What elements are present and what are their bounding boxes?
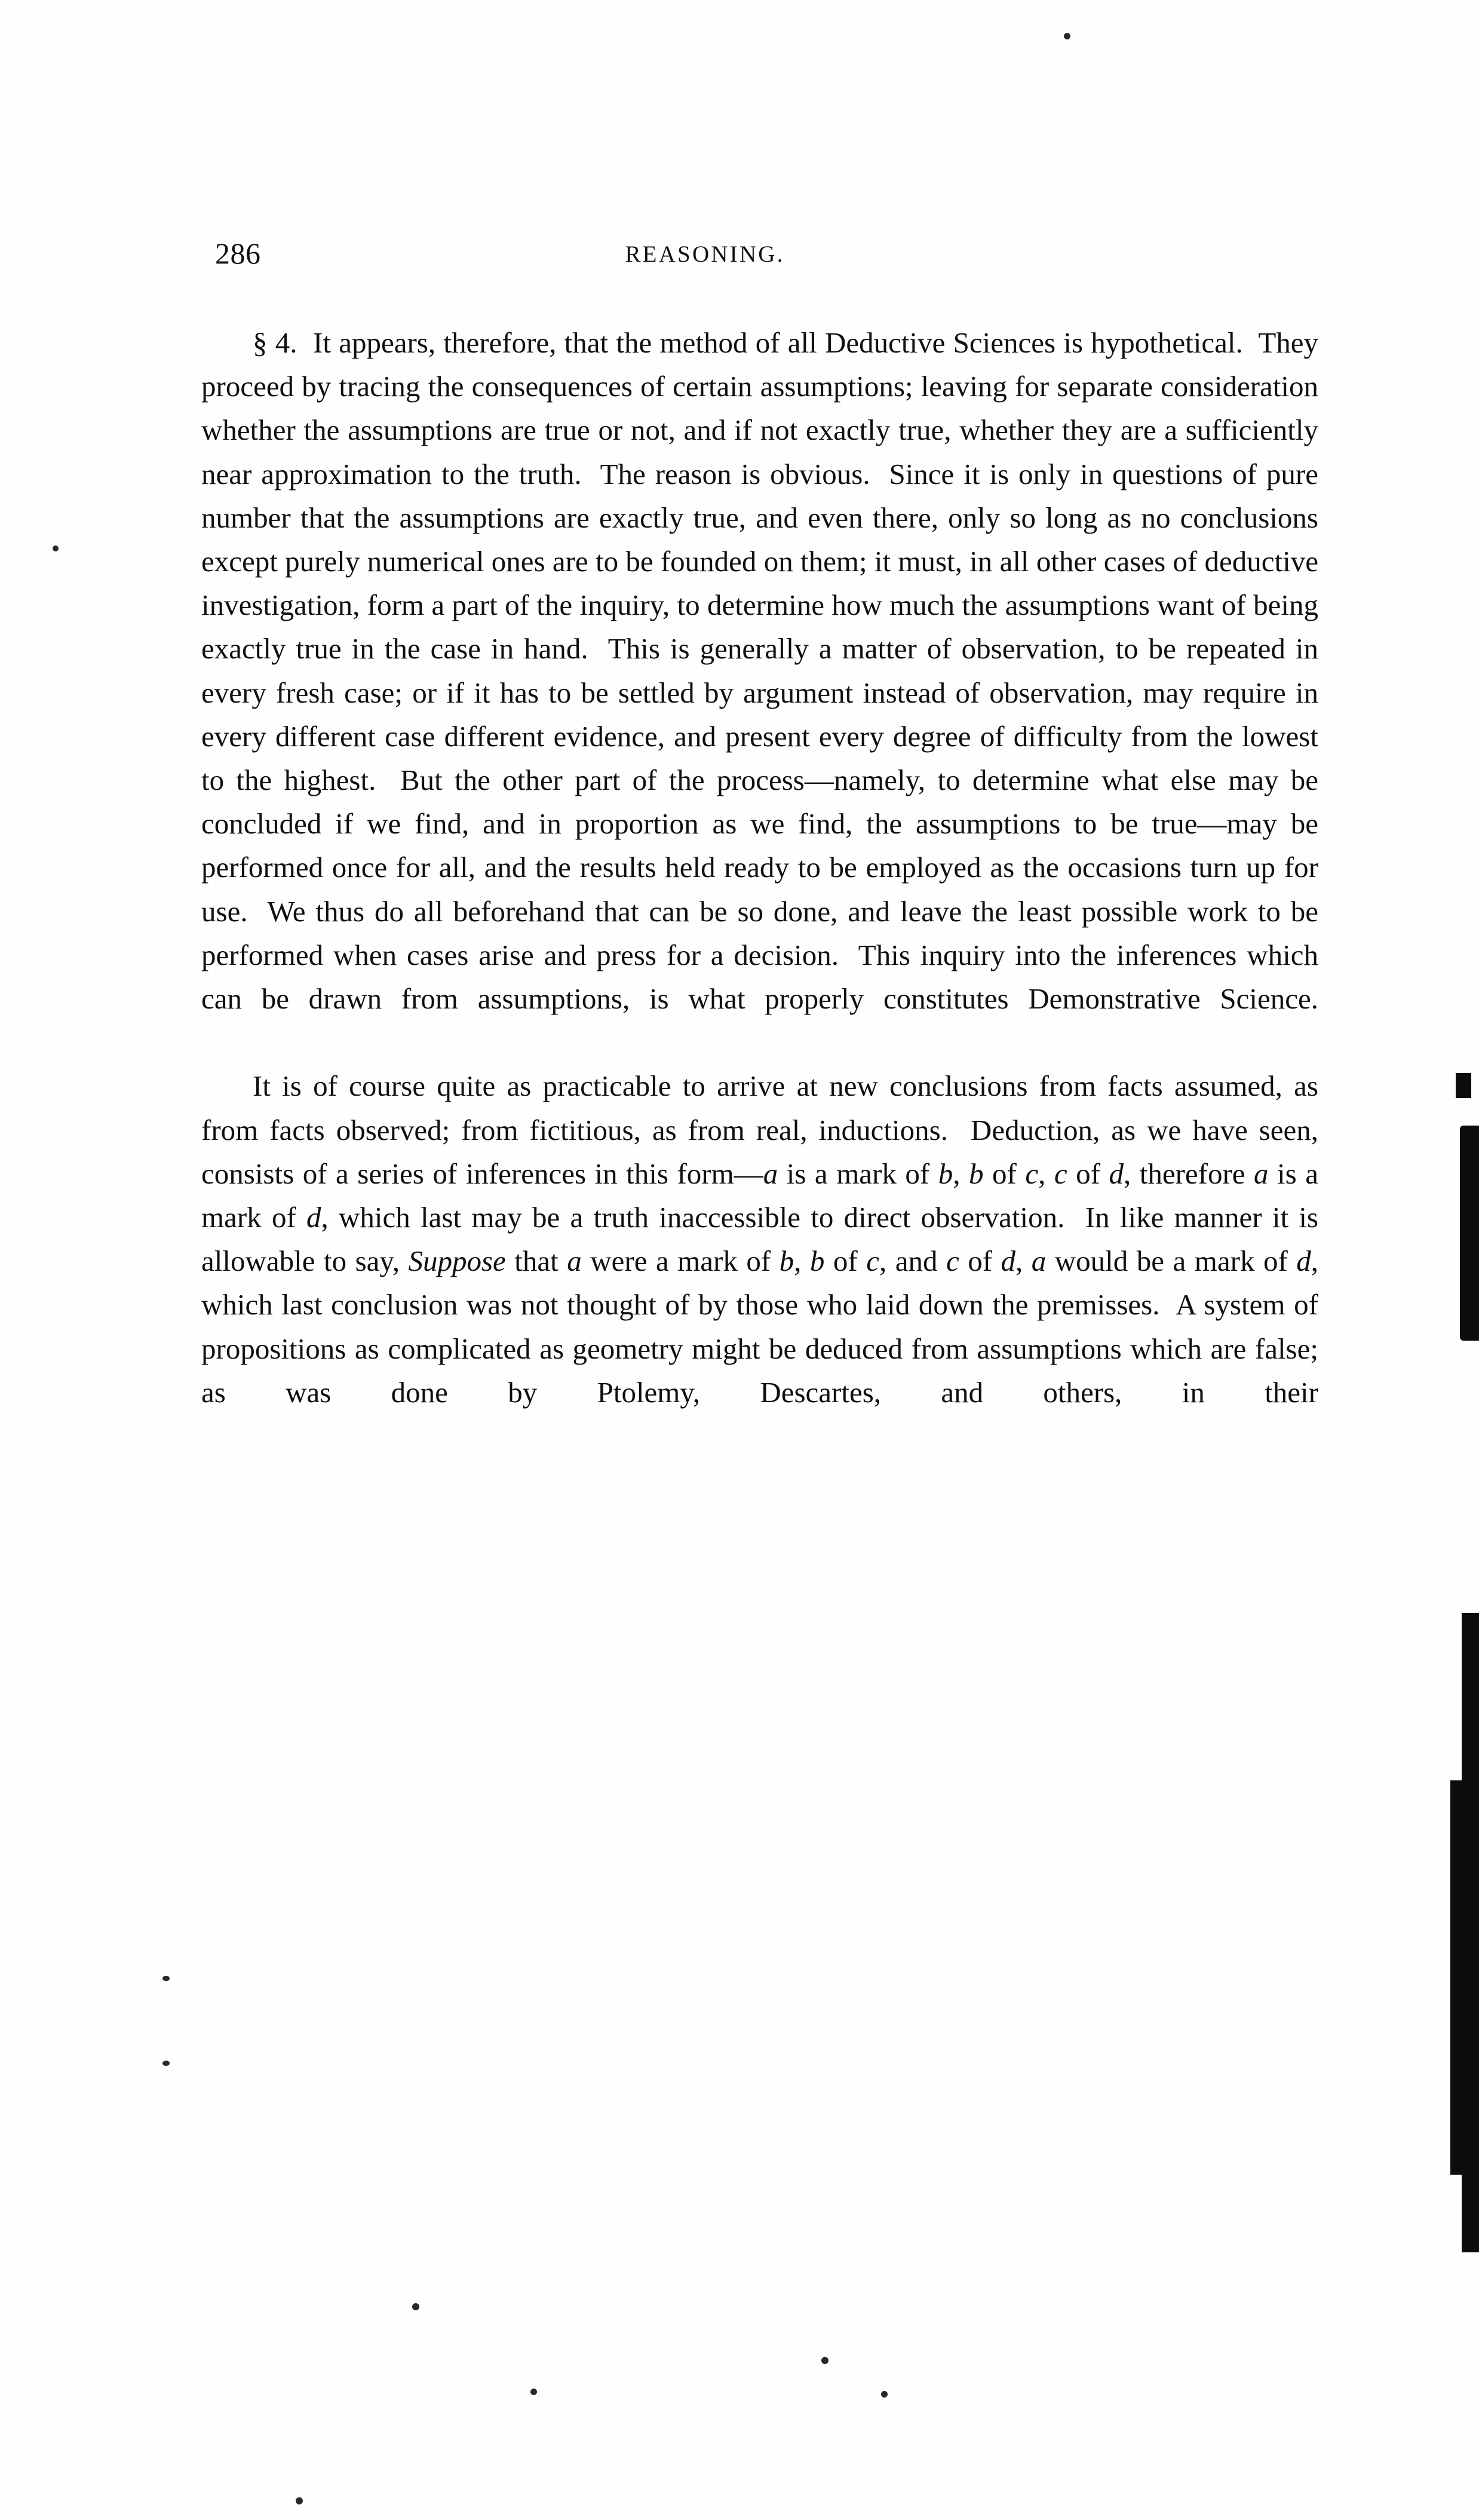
- scan-edge-artifact-top: [1456, 1073, 1471, 1098]
- body-text: [201, 321, 1318, 1458]
- scan-edge-artifact-upper: [1460, 1126, 1479, 1341]
- scan-speck-bottom-left: [412, 2303, 419, 2310]
- paragraph-2: It is of course quite as practicable to arrive at new conclusions from facts assumed, as from facts observed; from fictitious, as from real, inductions. Deduction, as we have seen, consists of a series of inferences in this form—a is a mark of b, b of c, c of d, therefore a is a mark of d, which last may be a truth inaccessible to direct observation. In like manner it is allowable to say, Suppose that a were a mark of b, b of c, and c of d, a would be a mark of d, which last conclusion was not thought of by those who laid down the premisses. A system of propositions as complicated as geometry might be deduced from assumptions which are false; as was done by Ptolemy, Descartes, and others, in their: [201, 1069, 1319, 1409]
- scan-speck-left-upper: [53, 545, 59, 551]
- scan-edge-artifact-flare: [1450, 1780, 1479, 2175]
- page-number: 286: [215, 237, 261, 270]
- running-head: [215, 236, 1326, 272]
- scan-speck-left-lower: [162, 2061, 170, 2066]
- scan-speck-bottom-right: [881, 2391, 888, 2398]
- scan-speck-top: [1064, 33, 1070, 39]
- running-title: REASONING.: [625, 241, 785, 267]
- scan-speck-bottom-mid: [821, 2357, 829, 2364]
- scan-speck-bottom-far-left: [530, 2389, 537, 2395]
- scan-speck-left-mid: [162, 1976, 170, 1981]
- scan-speck-bottom-edge: [296, 2497, 303, 2504]
- paragraph-section-4: § 4. It appears, therefore, that the method of all Deductive Sciences is hypothetical. They proceed by tracing the consequences of certain assumptions; leaving for separate consideration whether the assumptions are true or not, and if not exactly true, whether they are a sufficiently near approximation to the truth. The reason is obvious. Since it is only in questions of pure number that the assumptions are exactly true, and even there, only so long as no conclusions except purely numerical ones are to be founded on them; it must, in all other cases of deductive investigation, form a part of the inquiry, to determine how much the assumptions want of being exactly true in the case in hand. This is generally a matter of observation, to be repeated in every fresh case; or if it has to be settled by argument instead of observation, may require in every different case different evidence, and present every degree of difficulty from the lowest to the highest. But the other part of the process—namely, to determine what else may be concluded if we find, and in proportion as we find, the assumptions to be true—may be performed once for all, and the results held ready to be employed as the occasions turn up for use. We thus do all beforehand that can be so done, and leave the least possible work to be performed when cases arise and press for a decision. This inquiry into the inferences which can be drawn from assumptions, is what properly constitutes Demonstrative Science.: [201, 326, 1319, 1016]
